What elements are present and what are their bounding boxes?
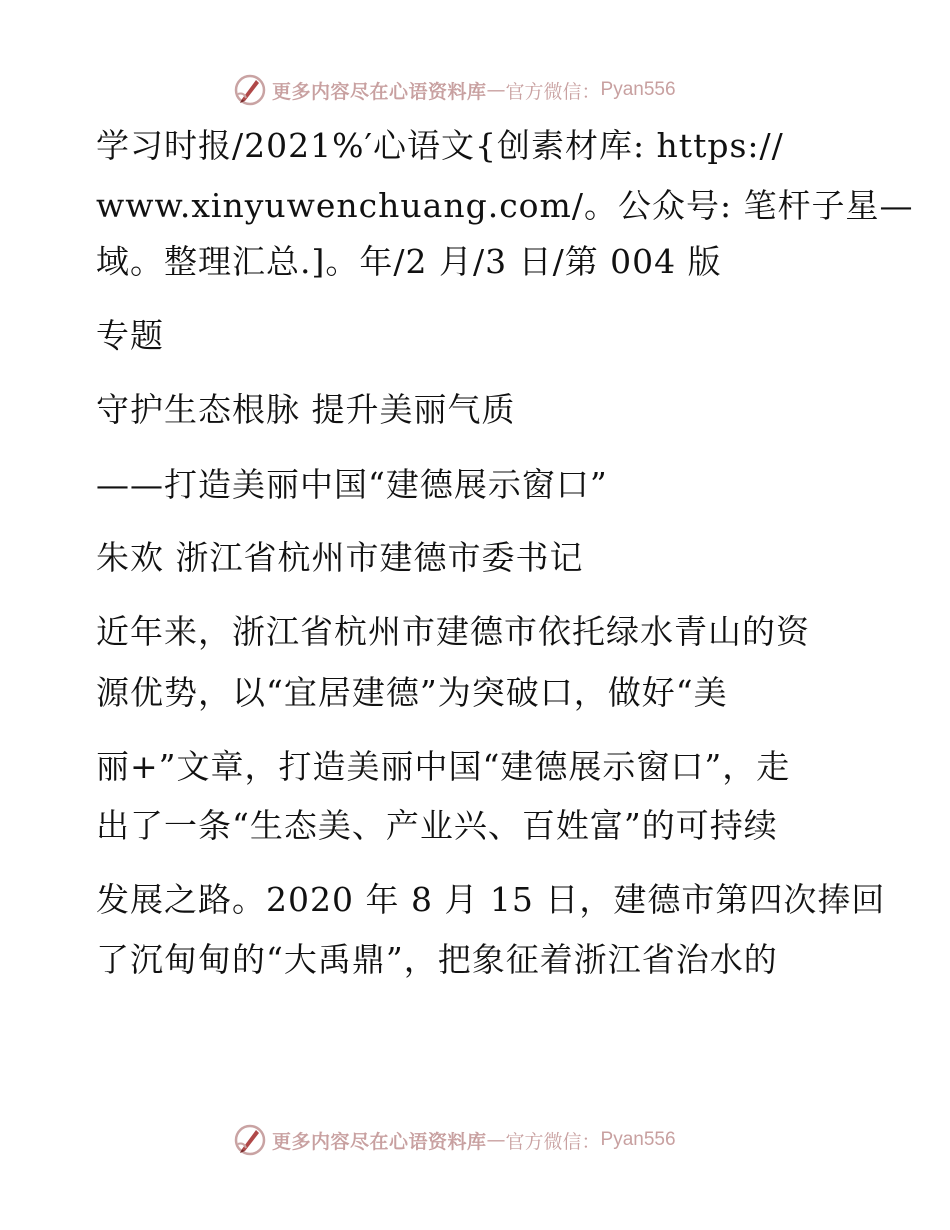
text-line: 源优势，以“宜居建德”为突破口，做好“美 (96, 673, 728, 712)
watermark-brand-text: 更多内容尽在心语资料库 (272, 1130, 487, 1153)
article-subtitle: ——打造美丽中国“建德展示窗口” (96, 465, 608, 504)
text-line: 域。整理汇总.]。年/2 月/3 日/第 004 版 (96, 242, 722, 281)
text-line: 近年来，浙江省杭州市建德市依托绿水青山的资 (96, 612, 810, 651)
text-line: 发展之路。2020 年 8 月 15 日，建德市第四次捧回 (96, 880, 886, 919)
text-line: 丽+”文章，打造美丽中国“建德展示窗口”，走 (96, 747, 791, 786)
footer-watermark (232, 1122, 676, 1158)
watermark-wechat-id: Pyan556 (600, 1129, 676, 1150)
watermark-separator: — (486, 79, 506, 101)
header-watermark (232, 72, 676, 108)
watermark-official-label: 官方微信： (505, 80, 601, 103)
section-label: 专题 (96, 316, 164, 355)
text-line: 出了一条“生态美、产业兴、百姓富”的可持续 (96, 806, 778, 845)
text-line: 学习时报/2021%′心语文{创素材库: https:// (96, 126, 784, 165)
watermark-wechat-id: Pyan556 (600, 79, 676, 100)
text-line: 了沉甸甸的“大禹鼎”，把象征着浙江省治水的 (96, 940, 778, 979)
quill-pen-logo-icon (232, 1122, 268, 1158)
quill-pen-logo-icon (232, 72, 268, 108)
article-author: 朱欢 浙江省杭州市建德市委书记 (96, 538, 584, 577)
article-title: 守护生态根脉 提升美丽气质 (96, 390, 516, 429)
text-line: www.xinyuwenchuang.com/。公众号: 笔杆子星— (96, 186, 914, 225)
watermark-separator: — (486, 1129, 506, 1151)
watermark-official-label: 官方微信： (505, 1130, 601, 1153)
watermark-brand-text: 更多内容尽在心语资料库 (272, 80, 487, 103)
